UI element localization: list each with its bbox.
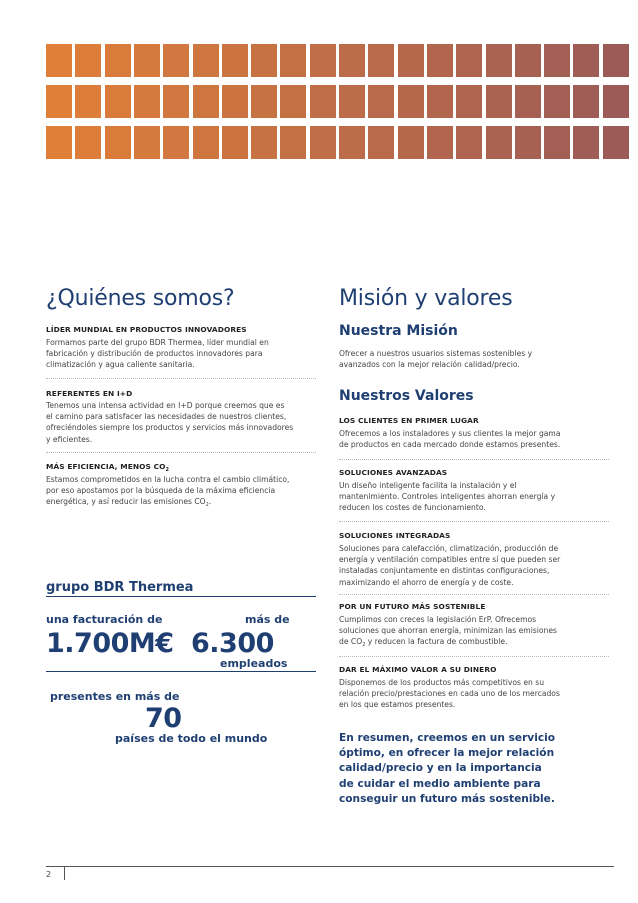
value-heading-sostenible: POR UN FUTURO MÁS SOSTENIBLE: [339, 602, 486, 611]
mosaic-tile: [398, 44, 424, 77]
mosaic-tile: [222, 85, 248, 118]
mosaic-tile: [368, 85, 394, 118]
mosaic-tile: [456, 126, 482, 159]
mosaic-tile: [544, 126, 570, 159]
value-text-valor: Disponemos de los productos más competitivos en su relación precio/prestaciones en cada uno de los mercados en los que estamos presentes.: [339, 678, 560, 710]
value-text-sostenible: Cumplimos con creces la legislación ErP. Ofrecemos soluciones que ahorran energía, minimizan las emisiones de $CO_2$ y reducen la factura de combustible.: [339, 615, 557, 649]
mosaic-tile: [134, 44, 160, 77]
mosaic-tile: [222, 126, 248, 159]
countries-unit: países de todo el mundo: [115, 732, 268, 745]
mosaic-tile: [46, 85, 72, 118]
mosaic-tile: [105, 126, 131, 159]
mosaic-tile: [310, 44, 336, 77]
value-heading-valor: DAR EL MÁXIMO VALOR A SU DINERO: [339, 665, 497, 674]
mosaic-tile: [427, 44, 453, 77]
employees-label: más de: [245, 613, 290, 626]
value-heading-integradas: SOLUCIONES INTEGRADAS: [339, 531, 451, 540]
value-text-integradas: Soluciones para calefacción, climatización, producción de energía y ventilación compatibles entre sí que pueden ser instaladas conjuntamente en distintas configuraciones, maximizando el ahorro de energía y de coste.: [339, 544, 561, 587]
mosaic-tile: [456, 85, 482, 118]
mosaic-tile: [163, 44, 189, 77]
footer-rule: [46, 866, 614, 867]
mosaic-tile: [603, 44, 629, 77]
value-heading-avanzadas: SOLUCIONES AVANZADAS: [339, 468, 448, 477]
group-name-underline: [46, 596, 316, 597]
mosaic-tile: [603, 126, 629, 159]
mosaic-tile: [310, 85, 336, 118]
employees-value: 6.300: [191, 628, 274, 659]
mosaic-tile: [193, 126, 219, 159]
mosaic-tile: [544, 44, 570, 77]
mosaic-tile: [427, 85, 453, 118]
mosaic-tile: [573, 126, 599, 159]
section-text-referentes: Tenemos una intensa actividad en I+D porque creemos que es el camino para satisfacer las necesidades de nuestros clientes, ofreciéndoles siempre los productos y servicios más innovadores y eficientes.: [46, 401, 294, 444]
divider: [339, 521, 609, 522]
mosaic-tile: [515, 44, 541, 77]
mosaic-tile: [573, 44, 599, 77]
mosaic-tile: [339, 85, 365, 118]
mosaic-tile: [193, 44, 219, 77]
mosaic-tile: [46, 126, 72, 159]
mosaic-tile: [544, 85, 570, 118]
page-title-mision-valores: Misión y valores: [339, 286, 513, 311]
mosaic-tile: [280, 85, 306, 118]
value-text-clientes: Ofrecemos a los instaladores y sus clientes la mejor gama de productos en cada mercado donde estamos presentes.: [339, 429, 561, 450]
summary-statement: En resumen, creemos en un servicio óptimo, en ofrecer la mejor relación calidad/precio y en la importancia de cuidar el medio ambiente para conseguir un futuro más sostenible.: [339, 732, 556, 805]
value-heading-clientes: LOS CLIENTES EN PRIMER LUGAR: [339, 416, 479, 425]
mosaic-tile: [75, 85, 101, 118]
countries-label: presentes en más de: [50, 690, 180, 703]
mosaic-tile: [515, 85, 541, 118]
employees-unit: empleados: [220, 657, 288, 670]
mosaic-tile: [251, 85, 277, 118]
divider: [339, 459, 609, 460]
mosaic-tile: [105, 44, 131, 77]
page-title-quienes-somos: ¿Quiénes somos?: [46, 286, 235, 311]
mosaic-tile: [368, 44, 394, 77]
footer-tick: [64, 866, 65, 880]
mosaic-tile: [280, 126, 306, 159]
mosaic-tile: [105, 85, 131, 118]
divider: [339, 656, 609, 657]
divider: [339, 594, 609, 595]
mosaic-tile: [75, 44, 101, 77]
mosaic-tile: [603, 85, 629, 118]
section-heading-eficiencia: MÁS EFICIENCIA, MENOS $CO_2$: [46, 462, 170, 473]
mosaic-tile: [163, 85, 189, 118]
mosaic-tile: [46, 44, 72, 77]
mosaic-tile: [486, 44, 512, 77]
stats-divider: [46, 671, 316, 672]
mosaic-tile: [573, 85, 599, 118]
mosaic-tile: [515, 126, 541, 159]
mosaic-tile: [310, 126, 336, 159]
countries-value: 70: [145, 703, 182, 734]
revenue-label: una facturación de: [46, 613, 163, 626]
section-heading-lider: LÍDER MUNDIAL EN PRODUCTOS INNOVADORES: [46, 325, 247, 334]
mosaic-tile: [75, 126, 101, 159]
values-heading: Nuestros Valores: [339, 388, 474, 404]
mosaic-tile: [486, 85, 512, 118]
mosaic-tile: [368, 126, 394, 159]
mission-text: Ofrecer a nuestros usuarios sistemas sostenibles y avanzados con la mejor relación calidad/precio.: [339, 349, 533, 370]
mosaic-tile: [456, 44, 482, 77]
mission-heading: Nuestra Misión: [339, 323, 458, 339]
group-name: grupo BDR Thermea: [46, 580, 194, 595]
page-number: 2: [46, 870, 52, 879]
section-text-lider: Formamos parte del grupo BDR Thermea, líder mundial en fabricación y distribución de productos innovadores para climatización y agua caliente sanitaria.: [46, 338, 269, 370]
mosaic-tile: [251, 44, 277, 77]
mosaic-tile: [398, 126, 424, 159]
mosaic-tile: [427, 126, 453, 159]
mosaic-tile: [486, 126, 512, 159]
mosaic-tile: [280, 44, 306, 77]
divider: [46, 378, 316, 379]
mosaic-tile: [339, 44, 365, 77]
mosaic-tile: [193, 85, 219, 118]
header-mosaic: [46, 44, 632, 162]
value-text-avanzadas: Un diseño inteligente facilita la instalación y el mantenimiento. Controles inteligentes ahorran energía y reducen los costes de funcionamiento.: [339, 481, 556, 513]
mosaic-tile: [398, 85, 424, 118]
mosaic-tile: [222, 44, 248, 77]
section-heading-referentes: REFERENTES EN I+D: [46, 389, 133, 398]
mosaic-tile: [134, 126, 160, 159]
mosaic-tile: [163, 126, 189, 159]
divider: [46, 452, 316, 453]
mosaic-tile: [251, 126, 277, 159]
mosaic-tile: [339, 126, 365, 159]
revenue-value: 1.700M€: [46, 628, 174, 659]
section-text-eficiencia: Estamos comprometidos en la lucha contra el cambio climático, por eso apostamos por la búsqueda de la máxima eficiencia energética, y así reducir las emisiones $CO_2$.: [46, 475, 290, 509]
mosaic-tile: [134, 85, 160, 118]
